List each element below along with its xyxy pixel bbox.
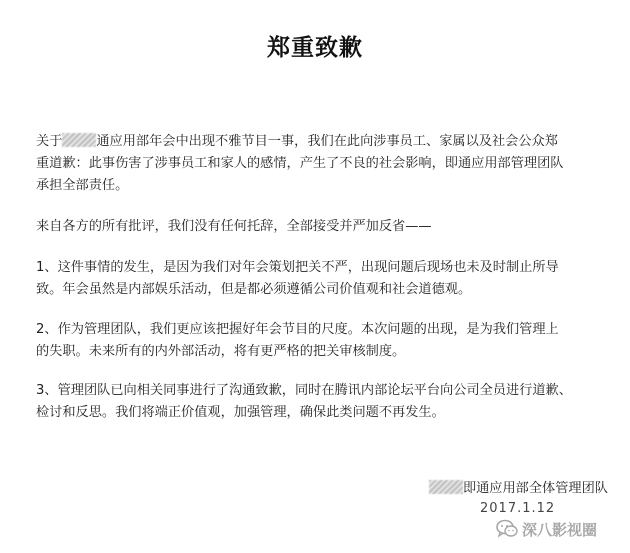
- point-2-line-1: 2、作为管理团队，我们更应该把握好年会节目的尺度。本次问题的出现，是为我们管理上: [36, 322, 559, 337]
- point-1-line-1: 1、这件事情的发生，是因为我们对年会策划把关不严，出现问题后现场也未及时制止所导: [36, 260, 559, 275]
- page-title: 郑重致歉: [267, 35, 363, 61]
- signature-org: [300, 478, 608, 500]
- intro-line-1: [36, 131, 608, 153]
- statement-text: 来自各方的所有批评，我们没有任何托辞，全部接受并严加反省——: [36, 219, 432, 234]
- signature-block: [300, 478, 608, 500]
- point-3-paragraph: [36, 380, 608, 424]
- point-2-line-2: 的失职。未来所有的内外部活动，将有更严格的把关审核制度。: [36, 344, 406, 359]
- signature-date: 2017.1.12: [480, 501, 556, 516]
- signature-org-text: 即通应用部全体管理团队: [462, 481, 608, 496]
- redacted-text: [62, 133, 96, 147]
- point-1-line-2: 致。年会虽然是内部娱乐活动，但是都必须遵循公司价值观和社会道德观。: [36, 282, 472, 297]
- intro-line-3: 承担全部责任。: [36, 178, 129, 193]
- intro-prefix: 关于: [36, 134, 63, 149]
- watermark-text: 深八影视圈: [522, 520, 598, 539]
- intro-line-1-text: 通应用部年会中出现不雅节目一事，我们在此向涉事员工、家属以及社会公众郑: [96, 134, 558, 149]
- point-3-line-2: 检讨和反思。我们将端正价值观，加强管理，确保此类问题不再发生。: [36, 405, 445, 420]
- point-2-paragraph: [36, 319, 608, 363]
- wechat-icon: [496, 519, 518, 539]
- redacted-text: [429, 480, 463, 494]
- intro-line-2: 重道歉：此事伤害了涉事员工和家人的感情，产生了不良的社会影响，即通应用部管理团队: [36, 156, 564, 171]
- point-1-paragraph: [36, 257, 608, 301]
- point-3-line-1: 3、管理团队已向相关同事进行了沟通致歉，同时在腾讯内部论坛平台向公司全员进行道歉、: [36, 383, 572, 398]
- watermark: [496, 516, 597, 542]
- statement-paragraph: [36, 216, 608, 238]
- intro-paragraph: [36, 131, 608, 197]
